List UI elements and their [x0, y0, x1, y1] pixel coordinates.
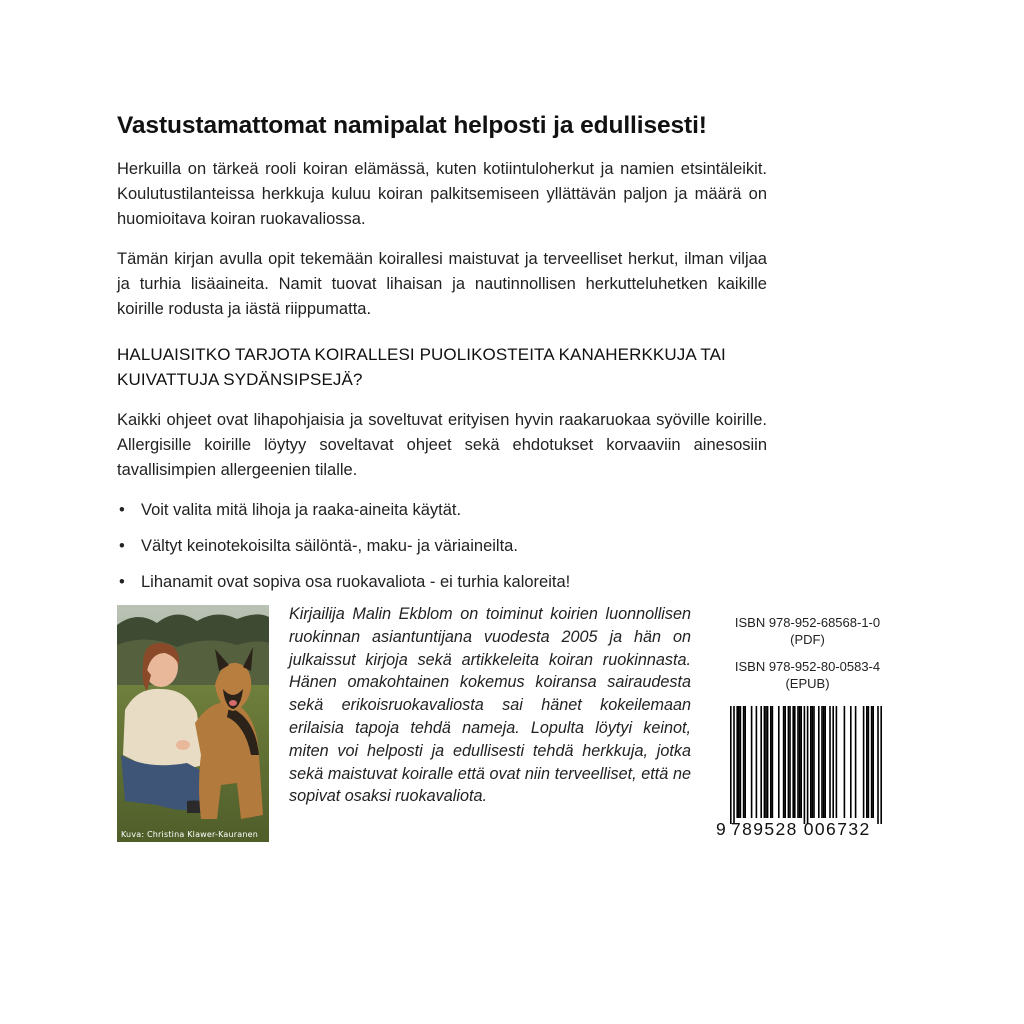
barcode-bar — [730, 706, 732, 824]
barcode-bar — [760, 706, 762, 818]
list-item: • Lihanamit ovat sopiva osa ruokavaliota - ei turhia kaloreita! — [117, 570, 767, 595]
photo-credit: Kuva: Christina Klawer-Kauranen — [121, 830, 259, 839]
isbn-pdf: ISBN 978-952-68568-1-0 — [734, 615, 881, 630]
intro-paragraph-2: Tämän kirjan avulla opit tekemään koirallesi maistuvat ja terveelliset herkut, ilman viljaa ja turhia lisäaineita. Namit tuovat lihaisan ja nautinnollisen herkutteluhetken kaikille koirille rodusta ja iästä riippumatta. — [117, 250, 767, 318]
barcode-bar — [850, 706, 852, 818]
barcode-bar — [778, 706, 780, 818]
intro-paragraph-1: Herkuilla on tärkeä rooli koiran elämässä, kuten kotiintuloherkut ja namien etsintäleikit. Koulutustilanteissa herkkuja kuluu koiran palkitsemiseen yllättävän paljon ja määrä on huomioitava koiran ruokavaliossa. — [117, 160, 767, 228]
barcode-bar — [794, 706, 796, 818]
barcode-bar — [770, 706, 772, 818]
barcode-bar — [751, 706, 753, 818]
barcode-digits — [716, 819, 888, 840]
barcode-bar — [765, 706, 767, 818]
barcode-bar — [743, 706, 745, 818]
author-with-dog-image — [117, 605, 269, 842]
barcode-bar — [872, 706, 874, 818]
barcode-bar — [836, 706, 838, 818]
author-photo — [117, 605, 269, 842]
barcode-bar — [767, 706, 769, 818]
barcode-bar — [772, 706, 774, 818]
barcode-bar — [821, 706, 823, 818]
barcode-bar — [789, 706, 791, 818]
barcode-bar — [812, 706, 814, 818]
page-title: Vastustamattomat namipalat helposti ja edullisesti! — [117, 112, 707, 139]
barcode-bar — [880, 706, 882, 824]
barcode-bar — [800, 706, 802, 818]
section-heading: HALUAISITKO TARJOTA KOIRALLESI PUOLIKOSTEITA KANAHERKKUJA TAI KUIVATTUJA SYDÄNSIPSEJÄ? — [117, 345, 726, 389]
barcode-bar — [738, 706, 740, 818]
isbn-epub: ISBN 978-952-80-0583-4 — [734, 659, 881, 674]
barcode-bar — [792, 706, 794, 818]
barcode-bar — [744, 706, 746, 818]
barcode-bar — [813, 706, 815, 818]
barcode-bar — [877, 706, 879, 824]
barcode-bar — [823, 706, 825, 818]
barcode-bar — [784, 706, 786, 818]
feature-list — [117, 498, 767, 595]
barcode-bar — [736, 706, 738, 818]
list-item: • Vältyt keinotekoisilta säilöntä-, maku- ja väriaineilta. — [117, 534, 767, 559]
barcode-bar — [740, 706, 742, 818]
barcode-bars — [716, 706, 888, 824]
barcode-bar — [844, 706, 846, 818]
barcode-bar — [832, 706, 834, 818]
barcode-bar — [810, 706, 812, 818]
barcode-bar — [818, 706, 820, 818]
barcode-bar — [868, 706, 870, 818]
barcode-right-group: 006732 — [803, 819, 871, 839]
list-item: • Voit valita mitä lihoja ja raaka-aineita käytät. — [117, 498, 767, 523]
barcode-bar — [871, 706, 873, 818]
isbn-pdf-format: (PDF) — [790, 632, 825, 647]
barcode-bar — [824, 706, 826, 818]
barcode-bar — [788, 706, 790, 818]
barcode-lead-digit: 9 — [716, 819, 726, 839]
barcode-left-group: 789528 — [731, 819, 798, 839]
isbn-block — [720, 614, 895, 702]
barcode-bar — [764, 706, 766, 818]
barcode-bar — [804, 706, 806, 824]
barcode-bar — [829, 706, 831, 818]
back-cover-text — [117, 112, 767, 606]
author-bio: Kirjailija Malin Ekblom on toiminut koirien luonnollisen ruokinnan asiantuntijana vuodesta 2005 ja hän on julkaissut kirjoja sekä artikkeleita koiran ruokinnasta. Hänen omakohtainen kokemus koiransa sairaudesta sekä erikoisruokavaliosta sai hänet kokeilemaan erilaisia tapoja tehdä nameja. Lopulta löytyi keinot, miten voi helposti ja edullisesti tehdä herkkuja, jotka sekä maistuvat koiralle että ovat niin terveelliset, että ne sopivat osaksi ruokavaliota. — [289, 605, 691, 806]
barcode-bar — [866, 706, 868, 818]
barcode-bar — [807, 706, 809, 824]
barcode-bar — [733, 706, 735, 824]
barcode-bar — [863, 706, 865, 818]
barcode-bar — [783, 706, 785, 818]
barcode-bar — [756, 706, 758, 818]
barcode-bar — [797, 706, 799, 818]
barcode-bar — [799, 706, 801, 818]
isbn-epub-format: (EPUB) — [785, 676, 830, 691]
barcode-bar — [855, 706, 857, 818]
recipes-paragraph: Kaikki ohjeet ovat lihapohjaisia ja soveltuvat erityisen hyvin raakaruokaa syöville koirille. Allergisille koirille löytyy soveltavat ohjeet sekä ehdotukset korvaaviin ainesosiin tavallisimpien allergeenien tilalle. — [117, 411, 767, 479]
